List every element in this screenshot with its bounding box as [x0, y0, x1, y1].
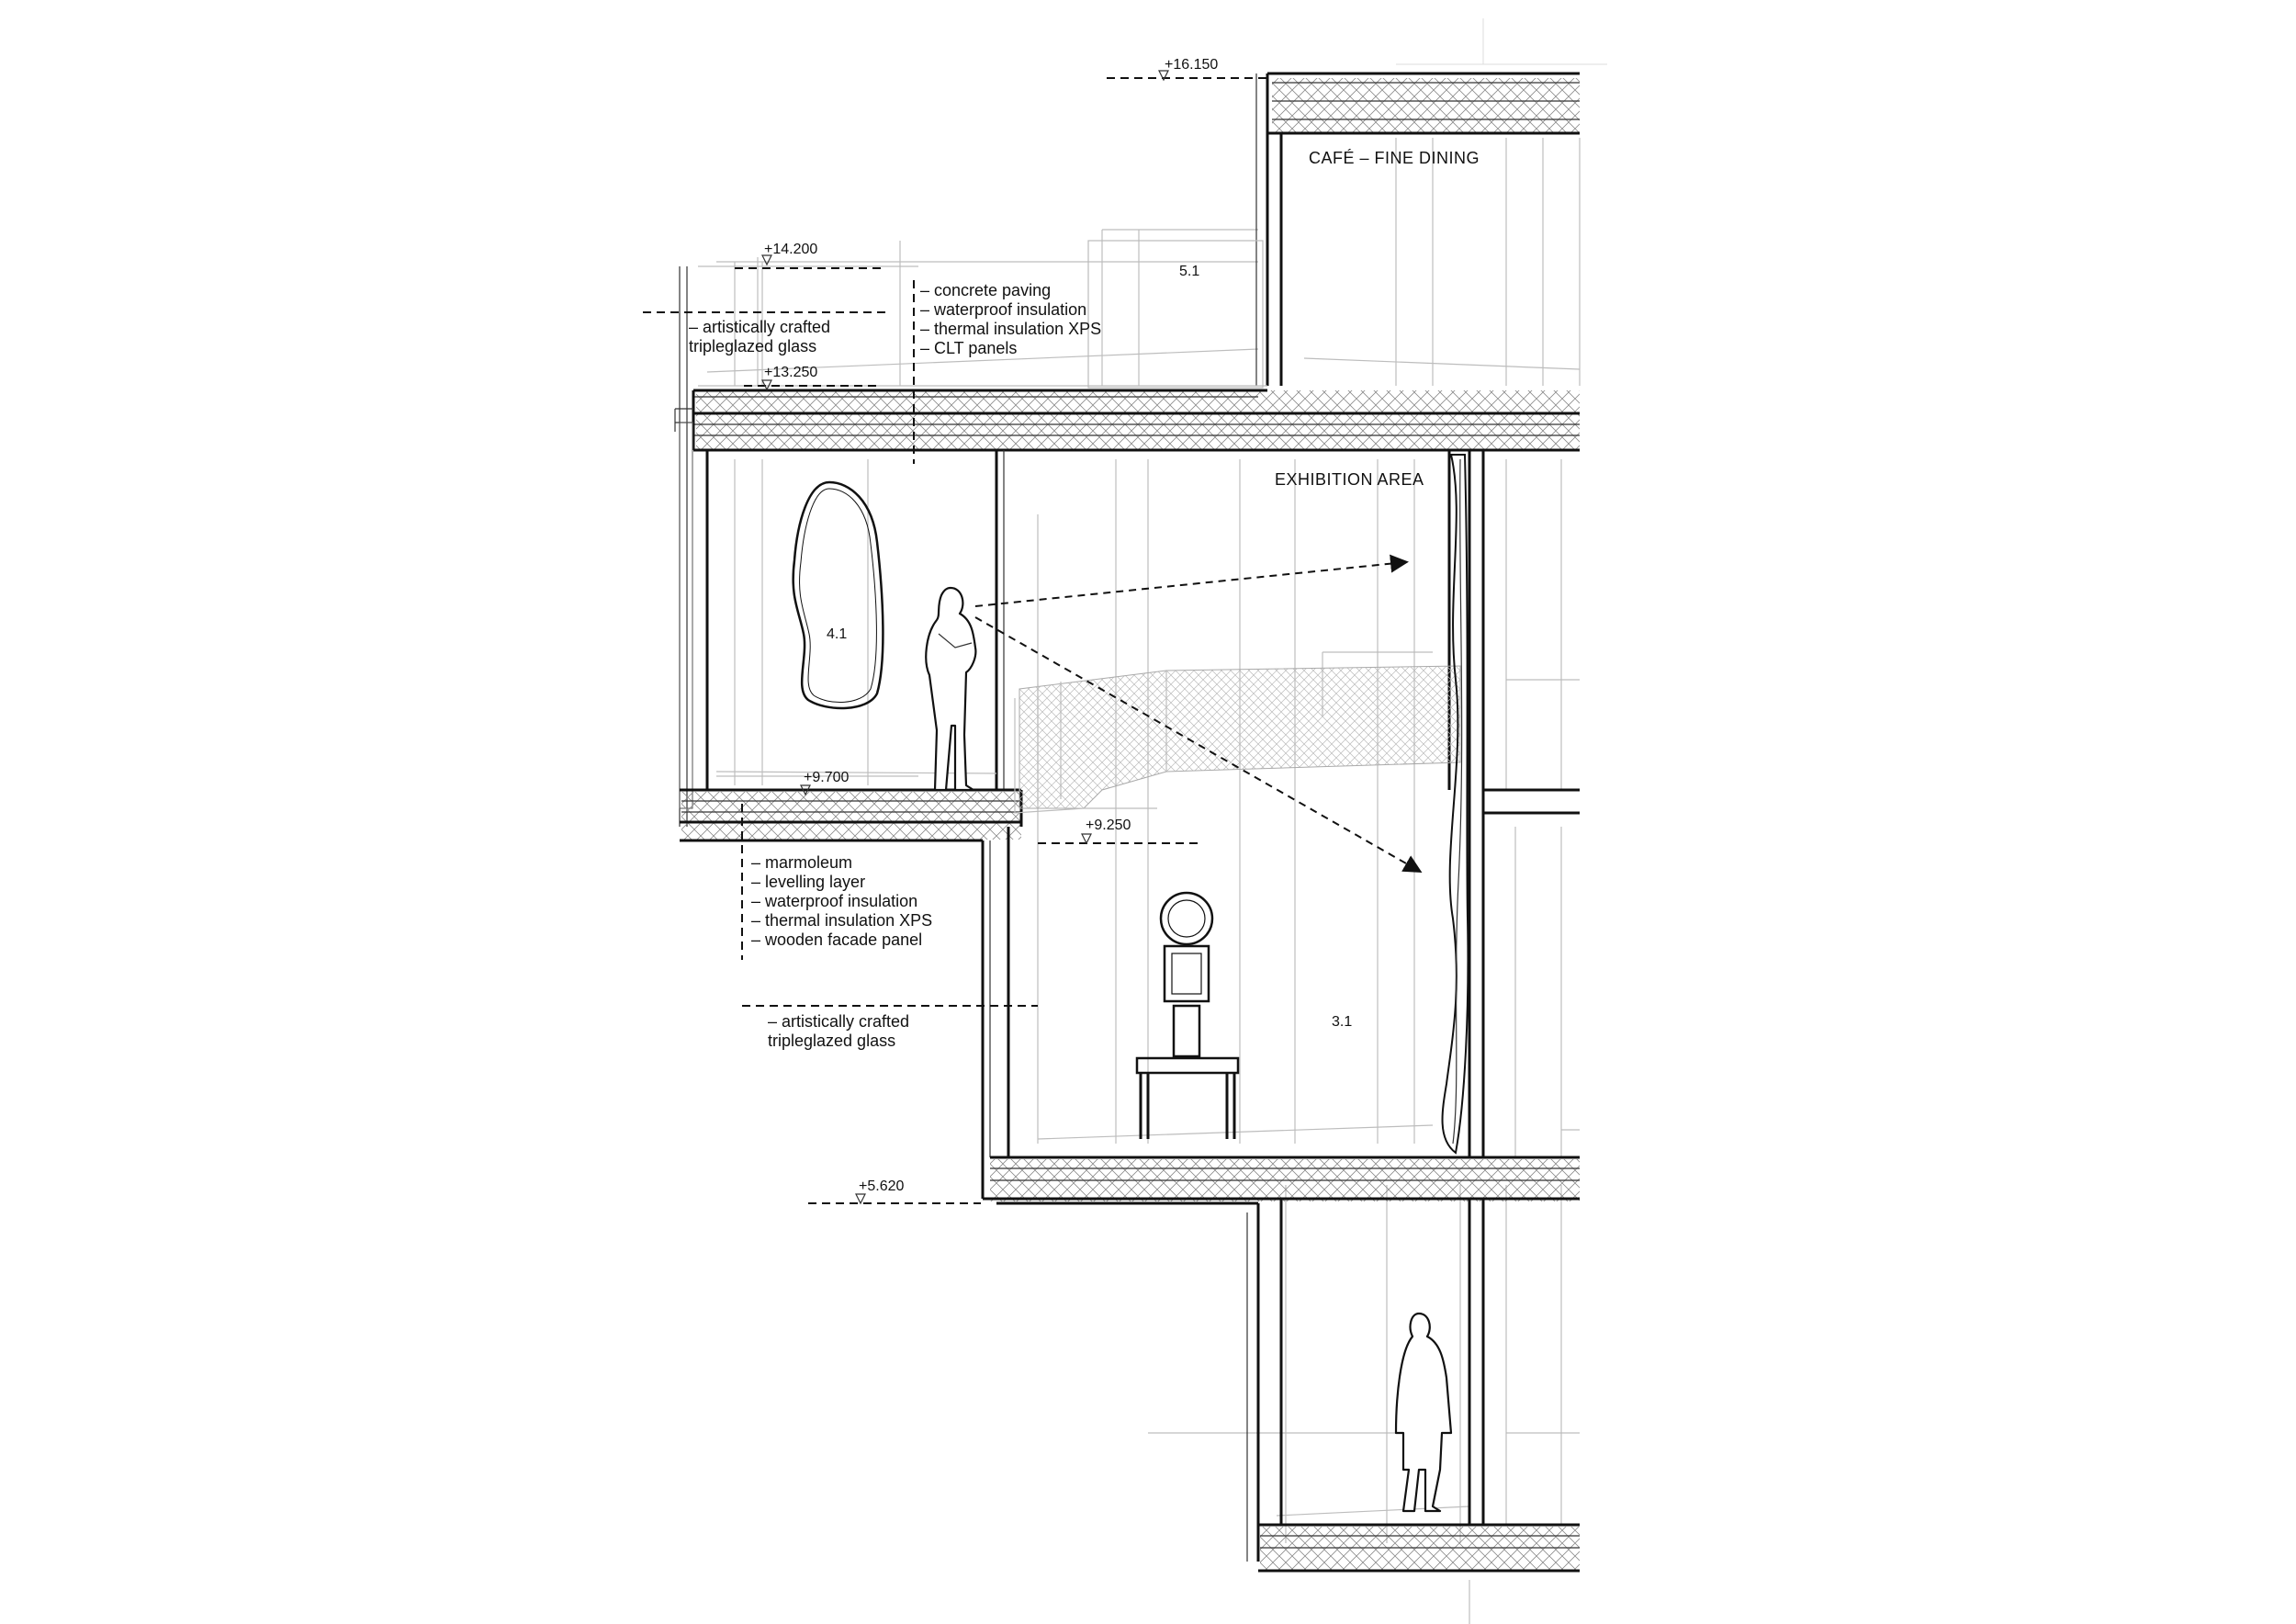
note-roof-line-3: – thermal insulation XPS	[920, 320, 1102, 338]
sculpture-41	[793, 482, 884, 708]
note-floor-build-up	[751, 853, 932, 949]
note-glass-bottom-line-2: tripleglazed glass	[768, 1032, 896, 1050]
person-figure-lower	[1396, 1314, 1451, 1511]
level-16150: +16.150	[1165, 57, 1219, 73]
level-9250: +9.250	[1086, 818, 1131, 833]
level-14200: +14.200	[764, 242, 818, 257]
room-number-51: 5.1	[1179, 264, 1200, 279]
note-roof-line-2: – waterproof insulation	[920, 300, 1087, 319]
cafe-floor-slab	[1256, 73, 1580, 386]
curtain	[1443, 455, 1469, 1153]
note-floor-line-5: – wooden facade panel	[751, 930, 923, 949]
note-glass-top	[689, 318, 830, 355]
note-glass-top-line-1: – artistically crafted	[689, 318, 831, 336]
note-floor-line-3: – waterproof insulation	[751, 892, 918, 910]
room-label-cafe: CAFÉ – FINE DINING	[1309, 149, 1480, 167]
roof-terrace-slab	[675, 390, 1580, 450]
room-number-41: 4.1	[827, 626, 848, 642]
room-label-exhibition: EXHIBITION AREA	[1275, 470, 1424, 489]
chair-sculpture	[1137, 893, 1238, 1139]
note-floor-line-4: – thermal insulation XPS	[751, 911, 933, 930]
note-roof-line-4: – CLT panels	[920, 339, 1018, 357]
level-13250: +13.250	[764, 365, 818, 380]
note-roof-build-up	[920, 281, 1101, 357]
note-floor-line-2: – levelling layer	[751, 873, 866, 891]
person-figure-upper	[926, 588, 975, 790]
note-floor-line-1: – marmoleum	[751, 853, 853, 872]
staircase	[1015, 666, 1460, 813]
note-glass-bottom-line-1: – artistically crafted	[768, 1012, 910, 1031]
level-5620: +5.620	[859, 1179, 905, 1194]
note-glass-top-line-2: tripleglazed glass	[689, 337, 817, 355]
note-glass-bottom	[768, 1012, 909, 1050]
note-roof-line-1: – concrete paving	[920, 281, 1052, 299]
level-9700: +9.700	[804, 770, 850, 785]
room-number-31: 3.1	[1332, 1014, 1353, 1030]
